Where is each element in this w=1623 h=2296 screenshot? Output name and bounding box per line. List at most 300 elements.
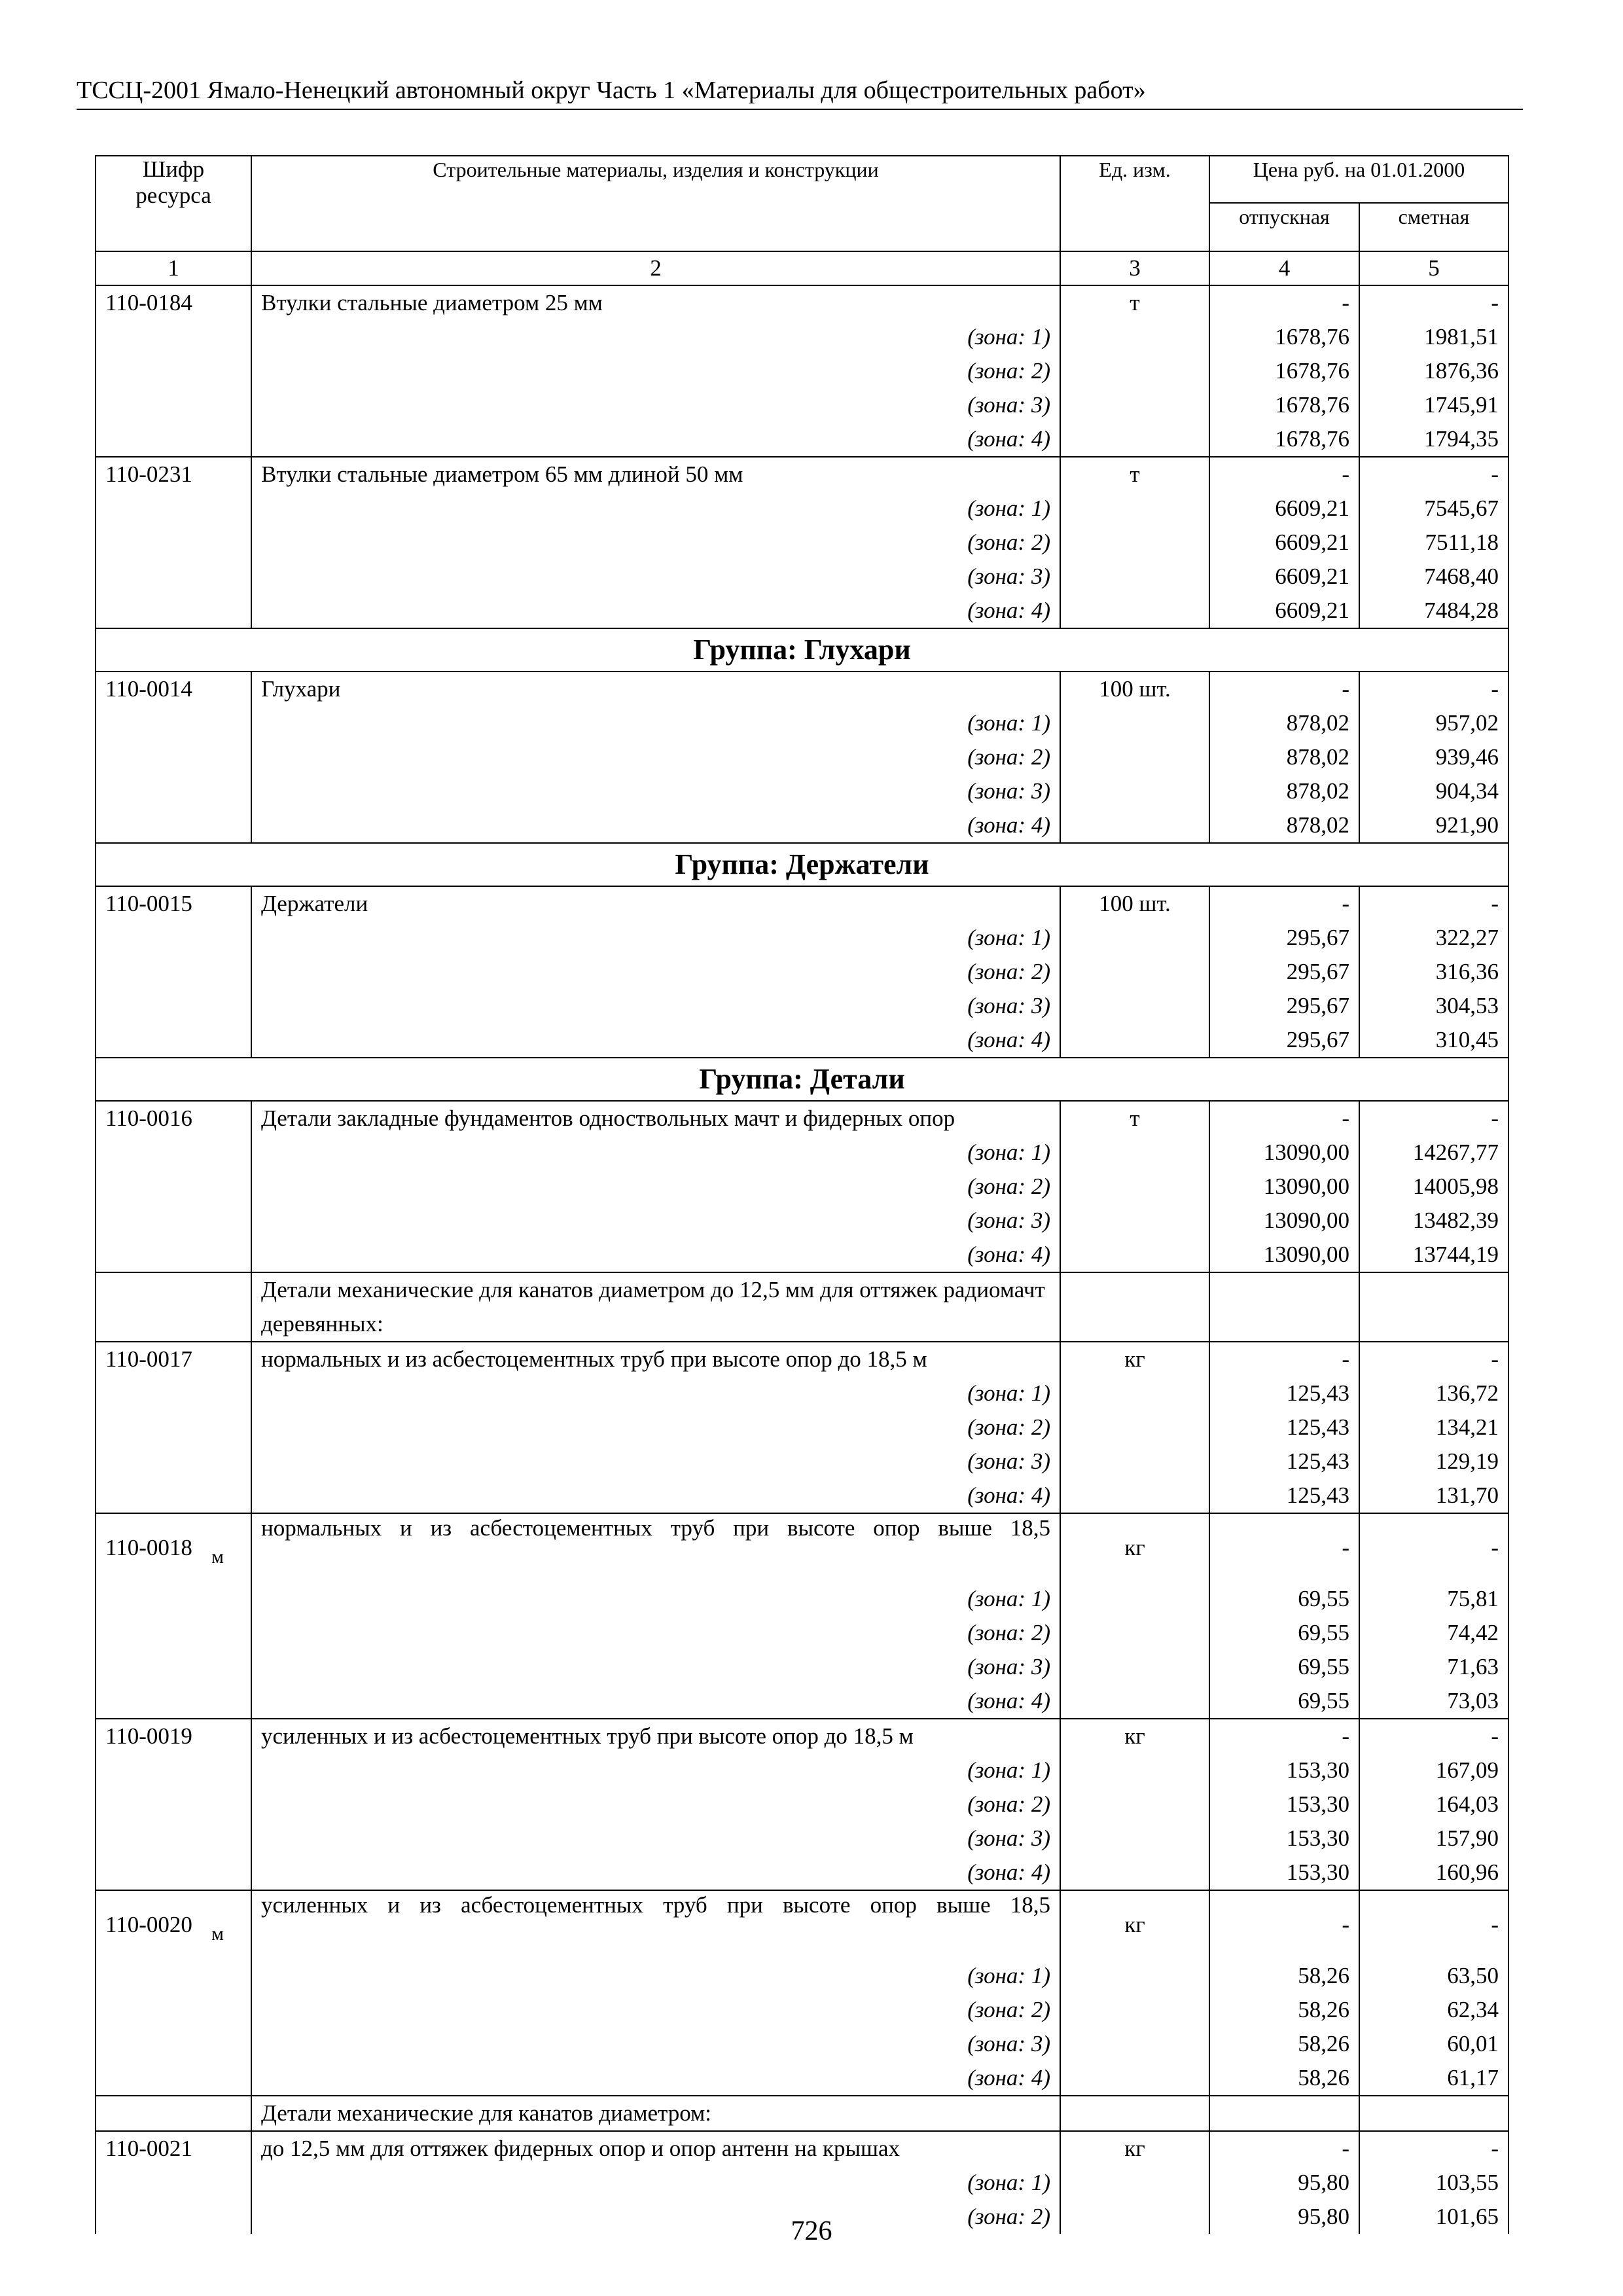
item-row xyxy=(96,1513,1508,1582)
unit-of-measure: 100 шт. xyxy=(1060,672,1209,706)
release-price: - xyxy=(1209,285,1359,320)
empty-cell xyxy=(96,1993,251,2027)
material-name: Детали закладные фундаментов одноствольных мачт и фидерных опор xyxy=(251,1101,1060,1136)
estimate-price: - xyxy=(1359,2131,1508,2166)
empty-cell xyxy=(96,774,251,808)
column-number-row xyxy=(96,251,1508,285)
zone-label: (зона: 2) xyxy=(251,1170,1060,1204)
release-price: 58,26 xyxy=(1209,2061,1359,2096)
release-price: 58,26 xyxy=(1209,1959,1359,1993)
zone-row xyxy=(96,1444,1508,1479)
zone-row xyxy=(96,1959,1508,1993)
empty-cell xyxy=(96,526,251,560)
empty-cell xyxy=(1359,1272,1508,1342)
release-price: 153,30 xyxy=(1209,1821,1359,1856)
unit-of-measure: кг xyxy=(1060,1719,1209,1753)
estimate-price: - xyxy=(1359,1719,1508,1753)
empty-cell xyxy=(1359,2096,1508,2131)
material-name: Держатели xyxy=(251,886,1060,921)
release-price: 125,43 xyxy=(1209,1444,1359,1479)
zone-row xyxy=(96,955,1508,989)
release-price: 13090,00 xyxy=(1209,1136,1359,1170)
col-number: 3 xyxy=(1060,251,1209,285)
release-price: - xyxy=(1209,1513,1359,1582)
zone-label: (зона: 1) xyxy=(251,1582,1060,1616)
resource-code: 110-0231 xyxy=(96,457,251,492)
zone-row xyxy=(96,1170,1508,1204)
empty-cell xyxy=(1060,1616,1209,1650)
group-title: Группа: Детали xyxy=(96,1058,1508,1101)
group-title: Группа: Держатели xyxy=(96,843,1508,886)
empty-cell xyxy=(96,955,251,989)
zone-row xyxy=(96,422,1508,457)
release-price: 69,55 xyxy=(1209,1650,1359,1684)
zone-row xyxy=(96,1479,1508,1513)
zone-row xyxy=(96,560,1508,594)
material-name: до 12,5 мм для оттяжек фидерных опор и опор антенн на крышах xyxy=(251,2131,1060,2166)
empty-cell xyxy=(96,2027,251,2061)
empty-cell xyxy=(96,1376,251,1410)
empty-cell xyxy=(96,492,251,526)
zone-row xyxy=(96,1582,1508,1616)
zone-label: (зона: 2) xyxy=(251,1787,1060,1821)
estimate-price: - xyxy=(1359,1101,1508,1136)
material-name-line: м xyxy=(211,1546,224,1568)
zone-label: (зона: 2) xyxy=(251,354,1060,388)
zone-row xyxy=(96,1684,1508,1719)
resource-code: 110-0014 xyxy=(96,672,251,706)
zone-label: (зона: 3) xyxy=(251,1821,1060,1856)
estimate-price: 160,96 xyxy=(1359,1856,1508,1890)
release-price: 1678,76 xyxy=(1209,388,1359,422)
zone-label: (зона: 4) xyxy=(251,1023,1060,1058)
estimate-price: 7545,67 xyxy=(1359,492,1508,526)
release-price: - xyxy=(1209,1101,1359,1136)
zone-row xyxy=(96,1821,1508,1856)
estimate-price: 74,42 xyxy=(1359,1616,1508,1650)
empty-cell xyxy=(1060,1170,1209,1204)
release-price: 6609,21 xyxy=(1209,526,1359,560)
zone-label: (зона: 4) xyxy=(251,594,1060,628)
estimate-price: 939,46 xyxy=(1359,740,1508,774)
empty-cell xyxy=(96,1479,251,1513)
zone-row xyxy=(96,2027,1508,2061)
estimate-price: 136,72 xyxy=(1359,1376,1508,1410)
release-price: - xyxy=(1209,2131,1359,2166)
empty-cell xyxy=(96,388,251,422)
zone-label: (зона: 2) xyxy=(251,1616,1060,1650)
empty-cell xyxy=(1060,1582,1209,1616)
subheader-row xyxy=(96,1272,1508,1342)
unit-of-measure: кг xyxy=(1060,1342,1209,1376)
running-header xyxy=(77,71,1523,110)
release-price: 69,55 xyxy=(1209,1684,1359,1719)
empty-cell xyxy=(96,2096,251,2131)
resource-code: 110-0020 xyxy=(96,1890,251,1959)
release-price: 878,02 xyxy=(1209,706,1359,740)
zone-label: (зона: 2) xyxy=(251,740,1060,774)
release-price: 125,43 xyxy=(1209,1410,1359,1444)
zone-label: (зона: 4) xyxy=(251,1684,1060,1719)
col-number: 2 xyxy=(251,251,1060,285)
estimate-price: 129,19 xyxy=(1359,1444,1508,1479)
zone-label: (зона: 1) xyxy=(251,492,1060,526)
material-name-line: усиленных и из асбестоцементных труб при высоте опор выше 18,5 xyxy=(261,1892,1050,1918)
zone-label: (зона: 2) xyxy=(251,2200,1060,2234)
zone-row xyxy=(96,808,1508,843)
zone-label: (зона: 2) xyxy=(251,526,1060,560)
estimate-price: 71,63 xyxy=(1359,1650,1508,1684)
empty-cell xyxy=(1209,2096,1359,2131)
empty-cell xyxy=(96,560,251,594)
item-row xyxy=(96,1101,1508,1136)
release-price: 153,30 xyxy=(1209,1753,1359,1787)
empty-cell xyxy=(1060,1856,1209,1890)
material-name: усиленных и из асбестоцементных труб при высоте опор до 18,5 м xyxy=(251,1719,1060,1753)
empty-cell xyxy=(96,1238,251,1272)
resource-code: 110-0018 xyxy=(96,1513,251,1582)
empty-cell xyxy=(1060,1479,1209,1513)
empty-cell xyxy=(1209,1272,1359,1342)
release-price: 58,26 xyxy=(1209,2027,1359,2061)
estimate-price: 164,03 xyxy=(1359,1787,1508,1821)
estimate-price: 13744,19 xyxy=(1359,1238,1508,1272)
empty-cell xyxy=(96,320,251,354)
zone-row xyxy=(96,2061,1508,2096)
zone-row xyxy=(96,1616,1508,1650)
col-number: 4 xyxy=(1209,251,1359,285)
zone-label: (зона: 1) xyxy=(251,1959,1060,1993)
empty-cell xyxy=(1060,388,1209,422)
release-price: 6609,21 xyxy=(1209,594,1359,628)
col-estimate-header: сметная xyxy=(1359,203,1508,251)
material-name xyxy=(211,1513,1060,1582)
zone-row xyxy=(96,1023,1508,1058)
item-row xyxy=(96,457,1508,492)
empty-cell xyxy=(1060,1993,1209,2027)
group-heading-row xyxy=(96,1058,1508,1101)
empty-cell xyxy=(96,422,251,457)
zone-label: (зона: 4) xyxy=(251,808,1060,843)
zone-row xyxy=(96,740,1508,774)
release-price: 878,02 xyxy=(1209,774,1359,808)
release-price: 295,67 xyxy=(1209,955,1359,989)
zone-label: (зона: 4) xyxy=(251,2061,1060,2096)
estimate-price: - xyxy=(1359,457,1508,492)
release-price: - xyxy=(1209,1342,1359,1376)
release-price: 125,43 xyxy=(1209,1479,1359,1513)
release-price: 1678,76 xyxy=(1209,320,1359,354)
release-price: - xyxy=(1209,1719,1359,1753)
empty-cell xyxy=(1060,1238,1209,1272)
zone-row xyxy=(96,1993,1508,2027)
zone-row xyxy=(96,921,1508,955)
zone-row xyxy=(96,706,1508,740)
estimate-price: 61,17 xyxy=(1359,2061,1508,2096)
release-price: - xyxy=(1209,457,1359,492)
empty-cell xyxy=(96,2166,251,2200)
zone-row xyxy=(96,1136,1508,1170)
page-number: 726 xyxy=(791,2216,832,2246)
item-row xyxy=(96,1719,1508,1753)
col-price-group-header: Цена руб. на 01.01.2000 xyxy=(1209,156,1508,203)
estimate-price: - xyxy=(1359,285,1508,320)
col-code-header: Шифр ресурса xyxy=(96,156,251,251)
estimate-price: 322,27 xyxy=(1359,921,1508,955)
estimate-price: 13482,39 xyxy=(1359,1204,1508,1238)
empty-cell xyxy=(96,1410,251,1444)
subheader-row xyxy=(96,2096,1508,2131)
unit-of-measure: т xyxy=(1060,285,1209,320)
zone-row xyxy=(96,1238,1508,1272)
estimate-price: 131,70 xyxy=(1359,1479,1508,1513)
subheader-text: Детали механические для канатов диаметром до 12,5 мм для оттяжек радиомачт деревянных: xyxy=(251,1272,1060,1342)
empty-cell xyxy=(1060,1204,1209,1238)
zone-row xyxy=(96,526,1508,560)
item-row xyxy=(96,886,1508,921)
empty-cell xyxy=(1060,808,1209,843)
empty-cell xyxy=(96,1787,251,1821)
table-header-row-1 xyxy=(96,156,1508,203)
estimate-price: - xyxy=(1359,1513,1508,1582)
empty-cell xyxy=(1060,1959,1209,1993)
empty-cell xyxy=(96,808,251,843)
zone-label: (зона: 1) xyxy=(251,921,1060,955)
release-price: 125,43 xyxy=(1209,1376,1359,1410)
estimate-price: 157,90 xyxy=(1359,1821,1508,1856)
resource-code: 110-0017 xyxy=(96,1342,251,1376)
estimate-price: 14005,98 xyxy=(1359,1170,1508,1204)
zone-label: (зона: 4) xyxy=(251,1238,1060,1272)
empty-cell xyxy=(96,740,251,774)
zone-row xyxy=(96,1787,1508,1821)
release-price: 295,67 xyxy=(1209,921,1359,955)
release-price: 6609,21 xyxy=(1209,560,1359,594)
zone-row xyxy=(96,354,1508,388)
estimate-price: 310,45 xyxy=(1359,1023,1508,1058)
estimate-price: - xyxy=(1359,672,1508,706)
zone-label: (зона: 3) xyxy=(251,774,1060,808)
zone-row xyxy=(96,1753,1508,1787)
zone-row xyxy=(96,1410,1508,1444)
zone-label: (зона: 3) xyxy=(251,2027,1060,2061)
unit-of-measure: т xyxy=(1060,1101,1209,1136)
empty-cell xyxy=(1060,1821,1209,1856)
zone-label: (зона: 3) xyxy=(251,388,1060,422)
empty-cell xyxy=(96,594,251,628)
resource-code: 110-0021 xyxy=(96,2131,251,2166)
resource-code: 110-0016 xyxy=(96,1101,251,1136)
table-body xyxy=(96,285,1508,2234)
empty-cell xyxy=(1060,955,1209,989)
col-number: 1 xyxy=(96,251,251,285)
empty-cell xyxy=(1060,1787,1209,1821)
empty-cell xyxy=(96,1170,251,1204)
zone-row xyxy=(96,989,1508,1023)
unit-of-measure: кг xyxy=(1060,1513,1209,1582)
header-title: ТССЦ-2001 Ямало-Ненецкий автономный округ Часть 1 «Материалы для общестроительных работ» xyxy=(77,77,1146,104)
unit-of-measure: т xyxy=(1060,457,1209,492)
estimate-price: 62,34 xyxy=(1359,1993,1508,2027)
empty-cell xyxy=(1060,526,1209,560)
estimate-price: - xyxy=(1359,1890,1508,1959)
empty-cell xyxy=(1060,560,1209,594)
estimate-price: 316,36 xyxy=(1359,955,1508,989)
zone-label: (зона: 4) xyxy=(251,422,1060,457)
zone-row xyxy=(96,1650,1508,1684)
release-price: 13090,00 xyxy=(1209,1170,1359,1204)
zone-row xyxy=(96,1204,1508,1238)
empty-cell xyxy=(1060,1684,1209,1719)
estimate-price: 957,02 xyxy=(1359,706,1508,740)
zone-label: (зона: 1) xyxy=(251,706,1060,740)
zone-label: (зона: 3) xyxy=(251,1204,1060,1238)
unit-of-measure: 100 шт. xyxy=(1060,886,1209,921)
zone-row xyxy=(96,2166,1508,2200)
release-price: - xyxy=(1209,1890,1359,1959)
estimate-price: 1794,35 xyxy=(1359,422,1508,457)
empty-cell xyxy=(96,1753,251,1787)
zone-label: (зона: 1) xyxy=(251,1753,1060,1787)
empty-cell xyxy=(1060,1444,1209,1479)
item-row xyxy=(96,285,1508,320)
empty-cell xyxy=(96,1582,251,1616)
material-name: Глухари xyxy=(251,672,1060,706)
estimate-price: 101,65 xyxy=(1359,2200,1508,2234)
material-name: Втулки стальные диаметром 65 мм длиной 50 мм xyxy=(251,457,1060,492)
empty-cell xyxy=(1060,320,1209,354)
item-row xyxy=(96,1342,1508,1376)
zone-label: (зона: 3) xyxy=(251,560,1060,594)
zone-label: (зона: 2) xyxy=(251,955,1060,989)
release-price: 295,67 xyxy=(1209,989,1359,1023)
empty-cell xyxy=(1060,1376,1209,1410)
empty-cell xyxy=(1060,2061,1209,2096)
material-name-line: нормальных и из асбестоцементных труб при высоте опор выше 18,5 xyxy=(261,1515,1050,1541)
col-unit-header: Ед. изм. xyxy=(1060,156,1209,251)
empty-cell xyxy=(96,1821,251,1856)
estimate-price: 7484,28 xyxy=(1359,594,1508,628)
empty-cell xyxy=(96,354,251,388)
zone-label: (зона: 3) xyxy=(251,1650,1060,1684)
subheader-text: Детали механические для канатов диаметром: xyxy=(251,2096,1060,2131)
release-price: 878,02 xyxy=(1209,808,1359,843)
item-row xyxy=(96,1890,1508,1959)
release-price: 58,26 xyxy=(1209,1993,1359,2027)
empty-cell xyxy=(1060,740,1209,774)
empty-cell xyxy=(1060,774,1209,808)
resource-code: 110-0019 xyxy=(96,1719,251,1753)
item-row xyxy=(96,2131,1508,2166)
zone-label: (зона: 1) xyxy=(251,1376,1060,1410)
release-price: 6609,21 xyxy=(1209,492,1359,526)
empty-cell xyxy=(96,1023,251,1058)
estimate-price: 103,55 xyxy=(1359,2166,1508,2200)
zone-label: (зона: 4) xyxy=(251,1856,1060,1890)
empty-cell xyxy=(96,1272,251,1342)
estimate-price: 14267,77 xyxy=(1359,1136,1508,1170)
material-name-line: м xyxy=(211,1923,224,1945)
estimate-price: 134,21 xyxy=(1359,1410,1508,1444)
estimate-price: 904,34 xyxy=(1359,774,1508,808)
price-table xyxy=(95,155,1509,2234)
estimate-price: 167,09 xyxy=(1359,1753,1508,1787)
group-title: Группа: Глухари xyxy=(96,628,1508,672)
zone-row xyxy=(96,1376,1508,1410)
empty-cell xyxy=(1060,1410,1209,1444)
zone-row xyxy=(96,594,1508,628)
estimate-price: 921,90 xyxy=(1359,808,1508,843)
release-price: 1678,76 xyxy=(1209,354,1359,388)
empty-cell xyxy=(1060,422,1209,457)
item-row xyxy=(96,672,1508,706)
group-heading-row xyxy=(96,843,1508,886)
empty-cell xyxy=(1060,921,1209,955)
empty-cell xyxy=(1060,354,1209,388)
material-name: нормальных и из асбестоцементных труб при высоте опор до 18,5 м xyxy=(251,1342,1060,1376)
release-price: 153,30 xyxy=(1209,1856,1359,1890)
estimate-price: 73,03 xyxy=(1359,1684,1508,1719)
zone-label: (зона: 1) xyxy=(251,1136,1060,1170)
resource-code: 110-0184 xyxy=(96,285,251,320)
estimate-price: 1745,91 xyxy=(1359,388,1508,422)
release-price: 69,55 xyxy=(1209,1616,1359,1650)
zone-row xyxy=(96,1856,1508,1890)
release-price: 13090,00 xyxy=(1209,1238,1359,1272)
empty-cell xyxy=(96,1444,251,1479)
col-release-header: отпускная xyxy=(1209,203,1359,251)
empty-cell xyxy=(1060,492,1209,526)
zone-label: (зона: 3) xyxy=(251,989,1060,1023)
empty-cell xyxy=(1060,594,1209,628)
estimate-price: 304,53 xyxy=(1359,989,1508,1023)
zone-row xyxy=(96,492,1508,526)
empty-cell xyxy=(96,2061,251,2096)
release-price: 295,67 xyxy=(1209,1023,1359,1058)
empty-cell xyxy=(96,706,251,740)
zone-label: (зона: 4) xyxy=(251,1479,1060,1513)
material-name xyxy=(211,1890,1060,1959)
empty-cell xyxy=(1060,1272,1209,1342)
empty-cell xyxy=(1060,2166,1209,2200)
estimate-price: 63,50 xyxy=(1359,1959,1508,1993)
zone-label: (зона: 3) xyxy=(251,1444,1060,1479)
zone-label: (зона: 2) xyxy=(251,1410,1060,1444)
estimate-price: 1876,36 xyxy=(1359,354,1508,388)
release-price: - xyxy=(1209,886,1359,921)
estimate-price: 1981,51 xyxy=(1359,320,1508,354)
empty-cell xyxy=(1060,706,1209,740)
resource-code: 110-0015 xyxy=(96,886,251,921)
release-price: 153,30 xyxy=(1209,1787,1359,1821)
release-price: 95,80 xyxy=(1209,2200,1359,2234)
col-number: 5 xyxy=(1359,251,1508,285)
estimate-price: 75,81 xyxy=(1359,1582,1508,1616)
zone-label: (зона: 1) xyxy=(251,320,1060,354)
estimate-price: 7511,18 xyxy=(1359,526,1508,560)
unit-of-measure: кг xyxy=(1060,1890,1209,1959)
empty-cell xyxy=(96,921,251,955)
empty-cell xyxy=(96,1616,251,1650)
col-name-header: Строительные материалы, изделия и конструкции xyxy=(251,156,1060,251)
zone-row xyxy=(96,320,1508,354)
zone-label: (зона: 2) xyxy=(251,1993,1060,2027)
estimate-price: 7468,40 xyxy=(1359,560,1508,594)
material-name: Втулки стальные диаметром 25 мм xyxy=(251,285,1060,320)
release-price: 13090,00 xyxy=(1209,1204,1359,1238)
zone-row xyxy=(96,388,1508,422)
estimate-price: - xyxy=(1359,886,1508,921)
